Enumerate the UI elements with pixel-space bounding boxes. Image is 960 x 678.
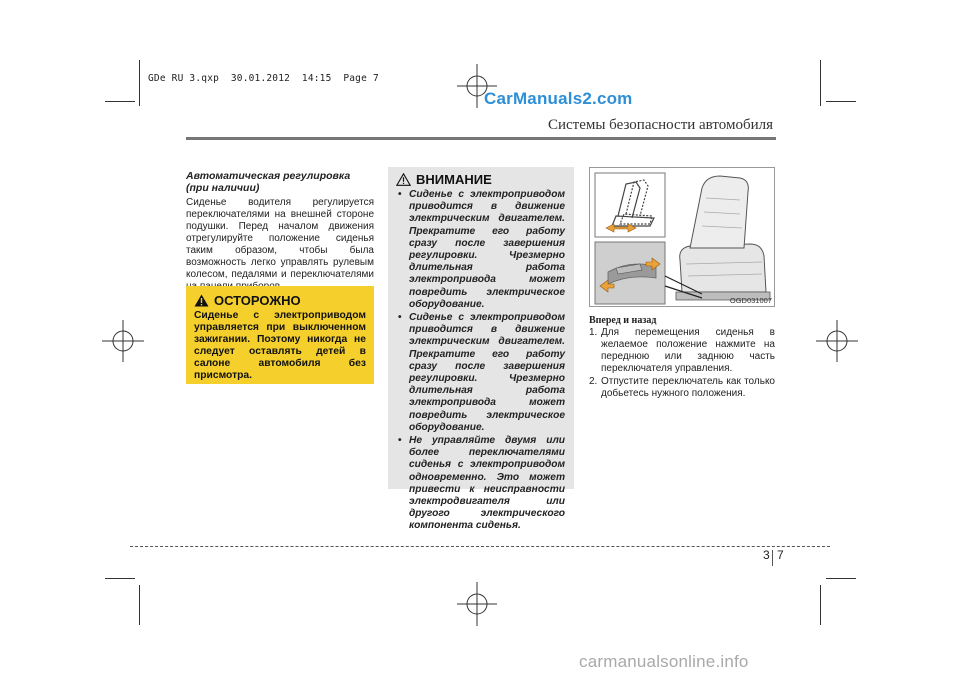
list-item: [589, 327, 775, 375]
warning-title: ВНИМАНИЕ: [416, 172, 492, 187]
crop-mark: [105, 101, 135, 102]
step-text: Для перемещения сиденья в желаемое положение нажмите на переднюю или заднюю часть переключателя управления.: [601, 327, 775, 374]
left-column: [186, 170, 374, 293]
crop-mark: [820, 60, 821, 106]
crop-mark: [826, 578, 856, 579]
crop-mark: [139, 60, 140, 106]
step-number: 1.: [589, 327, 598, 338]
right-column: [589, 315, 775, 400]
caution-header: [194, 293, 374, 308]
warning-triangle-icon: [396, 173, 411, 186]
page-number-separator: [772, 550, 773, 566]
crop-mark: [826, 101, 856, 102]
section-body: Сиденье водителя регулируется переключателями на внешней стороне подушки. Перед началом движения отрегулируйте положение сиденья таким образом, чтобы была возможность легко управлять рулевым колесом, педалями и переключателями: [186, 197, 374, 280]
list-item: [589, 376, 775, 400]
crop-mark: [105, 578, 135, 579]
step-number: 2.: [589, 376, 598, 387]
warning-item: • Сиденье с электроприводом приводится в движение электрическим двигателем. Прекратите его работу сразу после завершения регулировки. Чрезмерно длительная работа электропривода может повредить электрическое оборудование.: [397, 189, 565, 311]
watermark-footer-link[interactable]: carmanualsonline.info: [579, 652, 749, 671]
registration-mark-left: [100, 318, 146, 364]
crop-mark: [820, 585, 821, 625]
warning-item: • Сиденье с электроприводом приводится в движение электрическим двигателем. Прекратите его работу сразу после завершения регулировки. Чрезмерно длительная работа электропривода может повредить электрическое оборудование.: [397, 312, 565, 434]
figure-caption: OGD031007: [729, 296, 772, 305]
page-number: 7: [777, 548, 784, 562]
section-subheading: Автоматическая регулировка (при наличии): [186, 170, 351, 194]
chapter-title: Системы безопасности автомобиля: [547, 117, 773, 133]
seat-illustration: [589, 167, 775, 307]
warning-box: [388, 167, 574, 532]
crop-mark: [139, 585, 140, 625]
title-rule: [186, 137, 776, 140]
watermark-link[interactable]: CarManuals2.com: [484, 89, 633, 108]
warning-triangle-icon: [194, 294, 209, 307]
caution-box: [186, 286, 374, 384]
registration-mark-bottom: [455, 580, 499, 628]
warning-list: [388, 189, 574, 533]
footer-rule: [130, 546, 830, 547]
warning-header: [396, 172, 574, 187]
power-seat-diagram: [590, 168, 775, 307]
print-header: GDe RU 3.qxp 30.01.2012 14:15 Page 7: [148, 73, 379, 84]
right-column-heading: Вперед и назад: [589, 315, 657, 326]
registration-mark-right: [814, 318, 860, 364]
step-text: Отпустите переключатель как только добьетесь нужного положения.: [601, 376, 775, 399]
caution-title: ОСТОРОЖНО: [214, 293, 301, 308]
caution-text: Сиденье с электроприводом управляется при выключенном зажигании. Поэтому никогда не следует оставлять детей в салоне автомобиля без присмотра.: [194, 310, 366, 381]
warning-item: • Не управляйте двумя или более переключателями сиденья с электроприводом одновременно. Это может привести к неисправности электродвигателя или другого электрического компонента сиденья.: [397, 435, 565, 533]
page-chapter-number: 3: [763, 548, 770, 562]
